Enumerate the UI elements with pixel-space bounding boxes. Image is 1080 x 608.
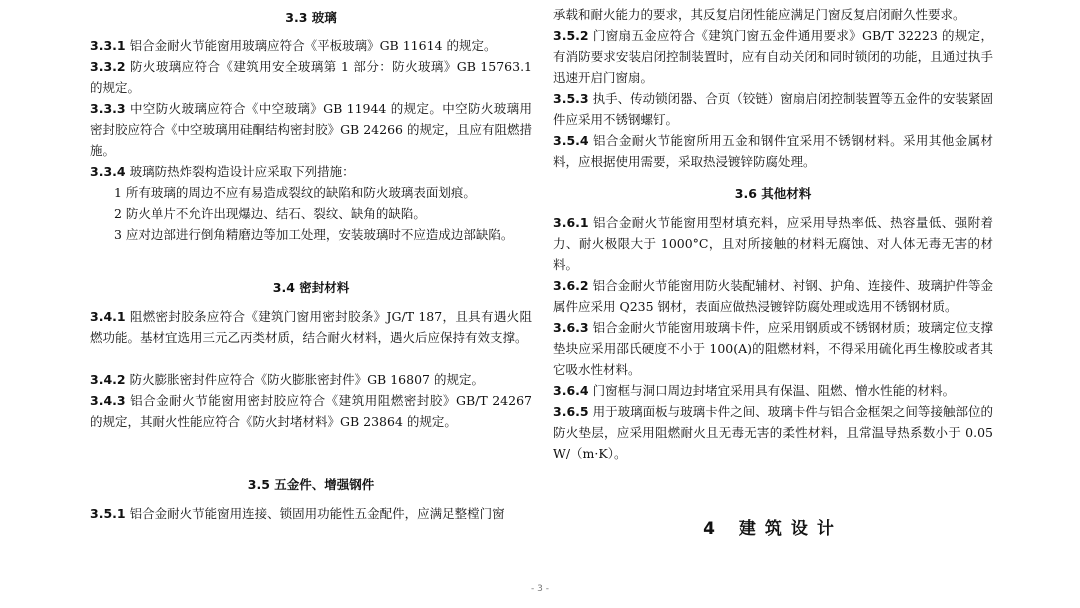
clause-3-3-4 — [90, 161, 532, 182]
clause-number: 3.6.2 — [553, 278, 589, 293]
clause-text: 中空防火玻璃应符合《中空玻璃》GB 11944 的规定。中空防火玻璃用密封胶应符合《中空玻璃用硅酮结构密封胶》GB 24266 的规定，且应有阻燃措施。 — [90, 101, 532, 158]
list-item-1: 1 所有玻璃的周边不应有易造成裂纹的缺陷和防火玻璃表面划痕。 — [114, 185, 476, 200]
clause-3-5-1 — [90, 503, 532, 524]
clause-text: 阻燃密封胶条应符合《建筑门窗用密封胶条》JG/T 187，且具有遇火阻燃功能。基材宜选用三元乙丙类材质，结合耐火材料，遇火后应保持有效支撑。 — [90, 309, 532, 345]
clause-3-4-2 — [90, 369, 532, 390]
clause-text: 铝合金耐火节能窗用防火装配辅材、衬钢、护角、连接件、玻璃护件等金属件应采用 Q235 钢材，表面应做热浸镀锌防腐处理或选用不锈钢材质。 — [553, 278, 993, 314]
clause-text: 门窗框与洞口周边封堵宜采用具有保温、阻燃、憎水性能的材料。 — [588, 383, 956, 398]
clause-3-5-3 — [553, 88, 993, 130]
section-heading-3-3: 3.3 玻璃 — [285, 10, 337, 25]
clause-text: 铝合金耐火节能窗用玻璃卡件，应采用钢质或不锈钢材质；玻璃定位支撑垫块应采用邵氏硬度不小于 100(A)的阻燃材料，不得采用硫化再生橡胶或者其它吸水性材料。 — [553, 320, 993, 377]
clause-number: 3.5.1 — [90, 506, 126, 521]
clause-text: 铝合金耐火节能窗用玻璃应符合《平板玻璃》GB 11614 的规定。 — [125, 38, 497, 53]
clause-text: 门窗扇五金应符合《建筑门窗五金件通用要求》GB/T 32223 的规定，有消防要求安装启闭控制装置时，应有自动关闭和同时锁闭的功能，且通过执手迅速开启门窗扇。 — [553, 28, 993, 85]
clause-number: 3.6.1 — [553, 215, 589, 230]
clause-number: 3.5.2 — [553, 28, 589, 43]
clause-number: 3.5.3 — [553, 91, 589, 106]
list-item-2: 2 防火单片不允许出现爆边、结石、裂纹、缺角的缺陷。 — [114, 206, 426, 221]
clause-text: 用于玻璃面板与玻璃卡件之间、玻璃卡件与铝合金框架之间等接触部位的防火垫层，应采用阻燃耐火且无毒无害的柔性材料，且常温导热系数小于 0.05 W/（m·K）。 — [553, 404, 993, 461]
chapter-heading: 4 建筑设计 — [703, 519, 843, 539]
clause-number: 3.4.2 — [90, 372, 126, 387]
clause-3-5-4 — [553, 130, 993, 172]
clause-text: 玻璃防热炸裂构造设计应采取下列措施： — [125, 164, 355, 179]
clause-number: 3.3.3 — [90, 101, 126, 116]
clause-number: 3.5.4 — [553, 133, 589, 148]
clause-3-3-2 — [90, 56, 532, 98]
clause-3-5-2 — [553, 25, 993, 88]
clause-3-3-1 — [90, 35, 532, 56]
list-item-3: 3 应对边部进行倒角精磨边等加工处理，安装玻璃时不应造成边部缺陷。 — [114, 227, 514, 242]
clause-3-3-3 — [90, 98, 532, 161]
clause-3-6-2 — [553, 275, 993, 317]
clause-number: 3.3.2 — [90, 59, 126, 74]
clause-text: 防火玻璃应符合《建筑用安全玻璃第 1 部分：防火玻璃》GB 15763.1 的规定。 — [90, 59, 532, 95]
clause-number: 3.3.1 — [90, 38, 126, 53]
section-heading-3-5: 3.5 五金件、增强钢件 — [247, 477, 375, 492]
clause-number: 3.3.4 — [90, 164, 126, 179]
clause-number: 3.6.4 — [553, 383, 589, 398]
clause-text: 防火膨胀密封件应符合《防火膨胀密封件》GB 16807 的规定。 — [125, 372, 484, 387]
clause-3-6-5 — [553, 401, 993, 464]
clause-text: 铝合金耐火节能窗用密封胶应符合《建筑用阻燃密封胶》GB/T 24267 的规定，其耐火性能应符合《防火封堵材料》GB 23864 的规定。 — [90, 393, 532, 429]
section-heading-3-6: 3.6 其他材料 — [734, 186, 812, 201]
clause-text: 铝合金耐火节能窗用型材填充料，应采用导热率低、热容量低、强附着力、耐火极限大于 1000°C，且对所接触的材料无腐蚀、对人体无毒无害的材料。 — [553, 215, 993, 272]
clause-number: 3.4.1 — [90, 309, 126, 324]
clause-3-6-3 — [553, 317, 993, 380]
clause-3-5-1-continued: 承载和耐火能力的要求，其反复启闭性能应满足门窗反复启闭耐久性要求。 — [553, 7, 966, 22]
clause-number: 3.6.3 — [553, 320, 589, 335]
page-number: - 3 - — [531, 584, 549, 594]
section-heading-3-4: 3.4 密封材料 — [272, 280, 350, 295]
clause-text: 铝合金耐火节能窗用连接、锁固用功能性五金配件，应满足整樘门窗 — [125, 506, 505, 521]
clause-text: 执手、传动锁闭器、合页（铰链）窗扇启闭控制装置等五金件的安装紧固件应采用不锈钢螺钉。 — [553, 91, 993, 127]
clause-number: 3.6.5 — [553, 404, 589, 419]
clause-3-6-4 — [553, 380, 993, 401]
clause-3-4-3 — [90, 390, 532, 432]
clause-3-6-1 — [553, 212, 993, 275]
clause-3-4-1 — [90, 306, 532, 348]
clause-number: 3.4.3 — [90, 393, 126, 408]
clause-text: 铝合金耐火节能窗所用五金和钢件宜采用不锈钢材料。采用其他金属材料，应根据使用需要，采取热浸镀锌防腐处理。 — [553, 133, 993, 169]
